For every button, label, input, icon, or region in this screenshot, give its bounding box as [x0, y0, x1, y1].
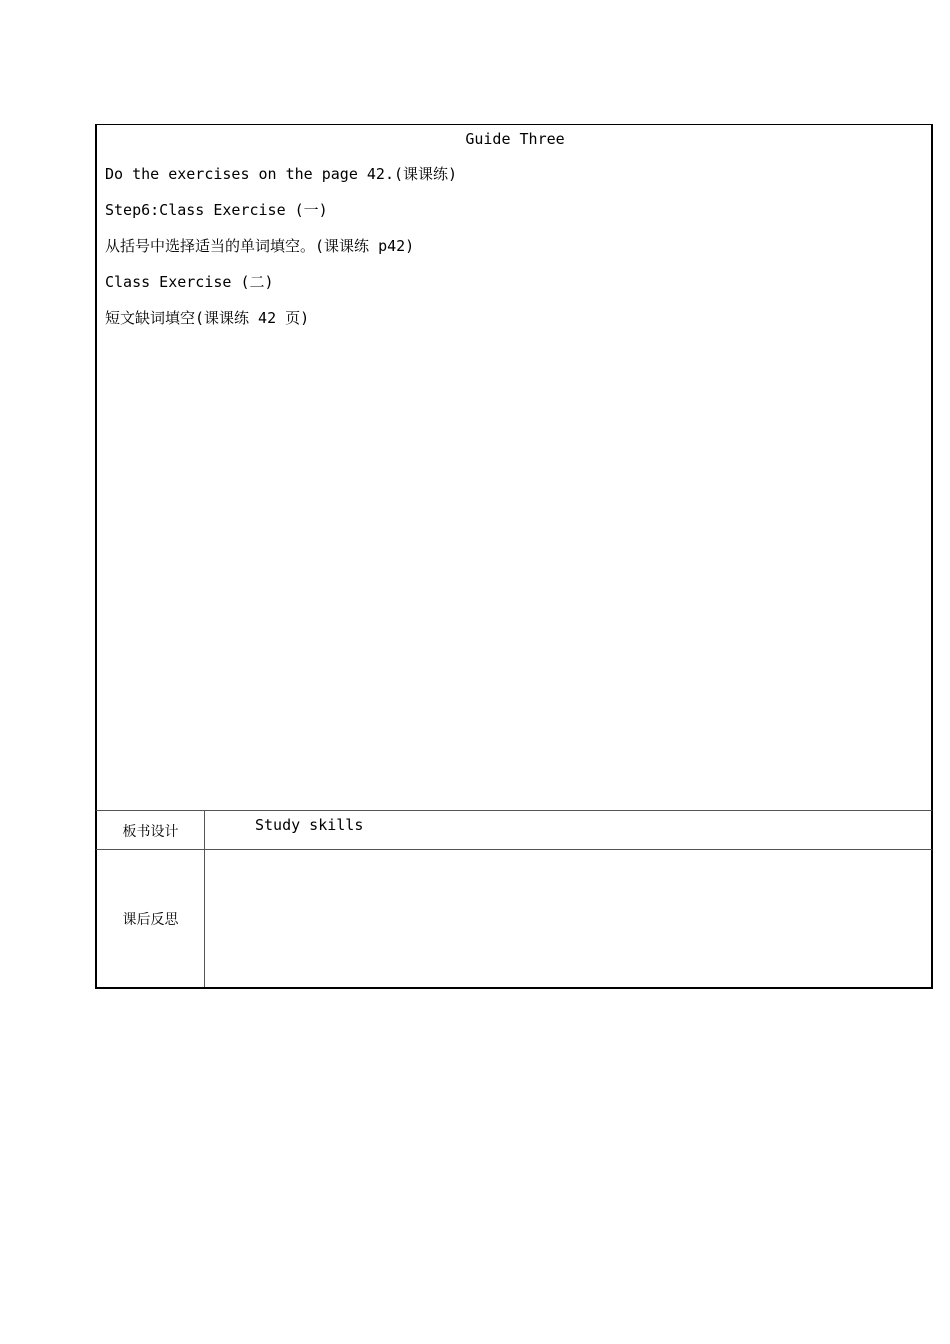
reflection-label: 课后反思	[97, 850, 205, 987]
lesson-plan-table	[95, 124, 933, 989]
fill-in-words-instruction: 从括号中选择适当的单词填空。(课课练 p42)	[105, 237, 415, 255]
board-design-label: 板书设计	[97, 811, 205, 850]
guide-section	[95, 124, 933, 811]
class-exercise-two-heading: Class Exercise (二)	[105, 273, 274, 291]
step6-heading: Step6:Class Exercise (一)	[105, 201, 328, 219]
exercise-instruction: Do the exercises on the page 42.(课课练)	[105, 165, 458, 183]
board-design-text: Study skills	[255, 816, 364, 834]
reflection-content	[205, 850, 931, 987]
guide-title: Guide Three	[465, 130, 565, 148]
reflection-row	[95, 849, 933, 989]
board-design-row	[95, 810, 933, 850]
cloze-instruction: 短文缺词填空(课课练 42 页)	[105, 309, 310, 327]
board-design-content	[205, 811, 931, 850]
